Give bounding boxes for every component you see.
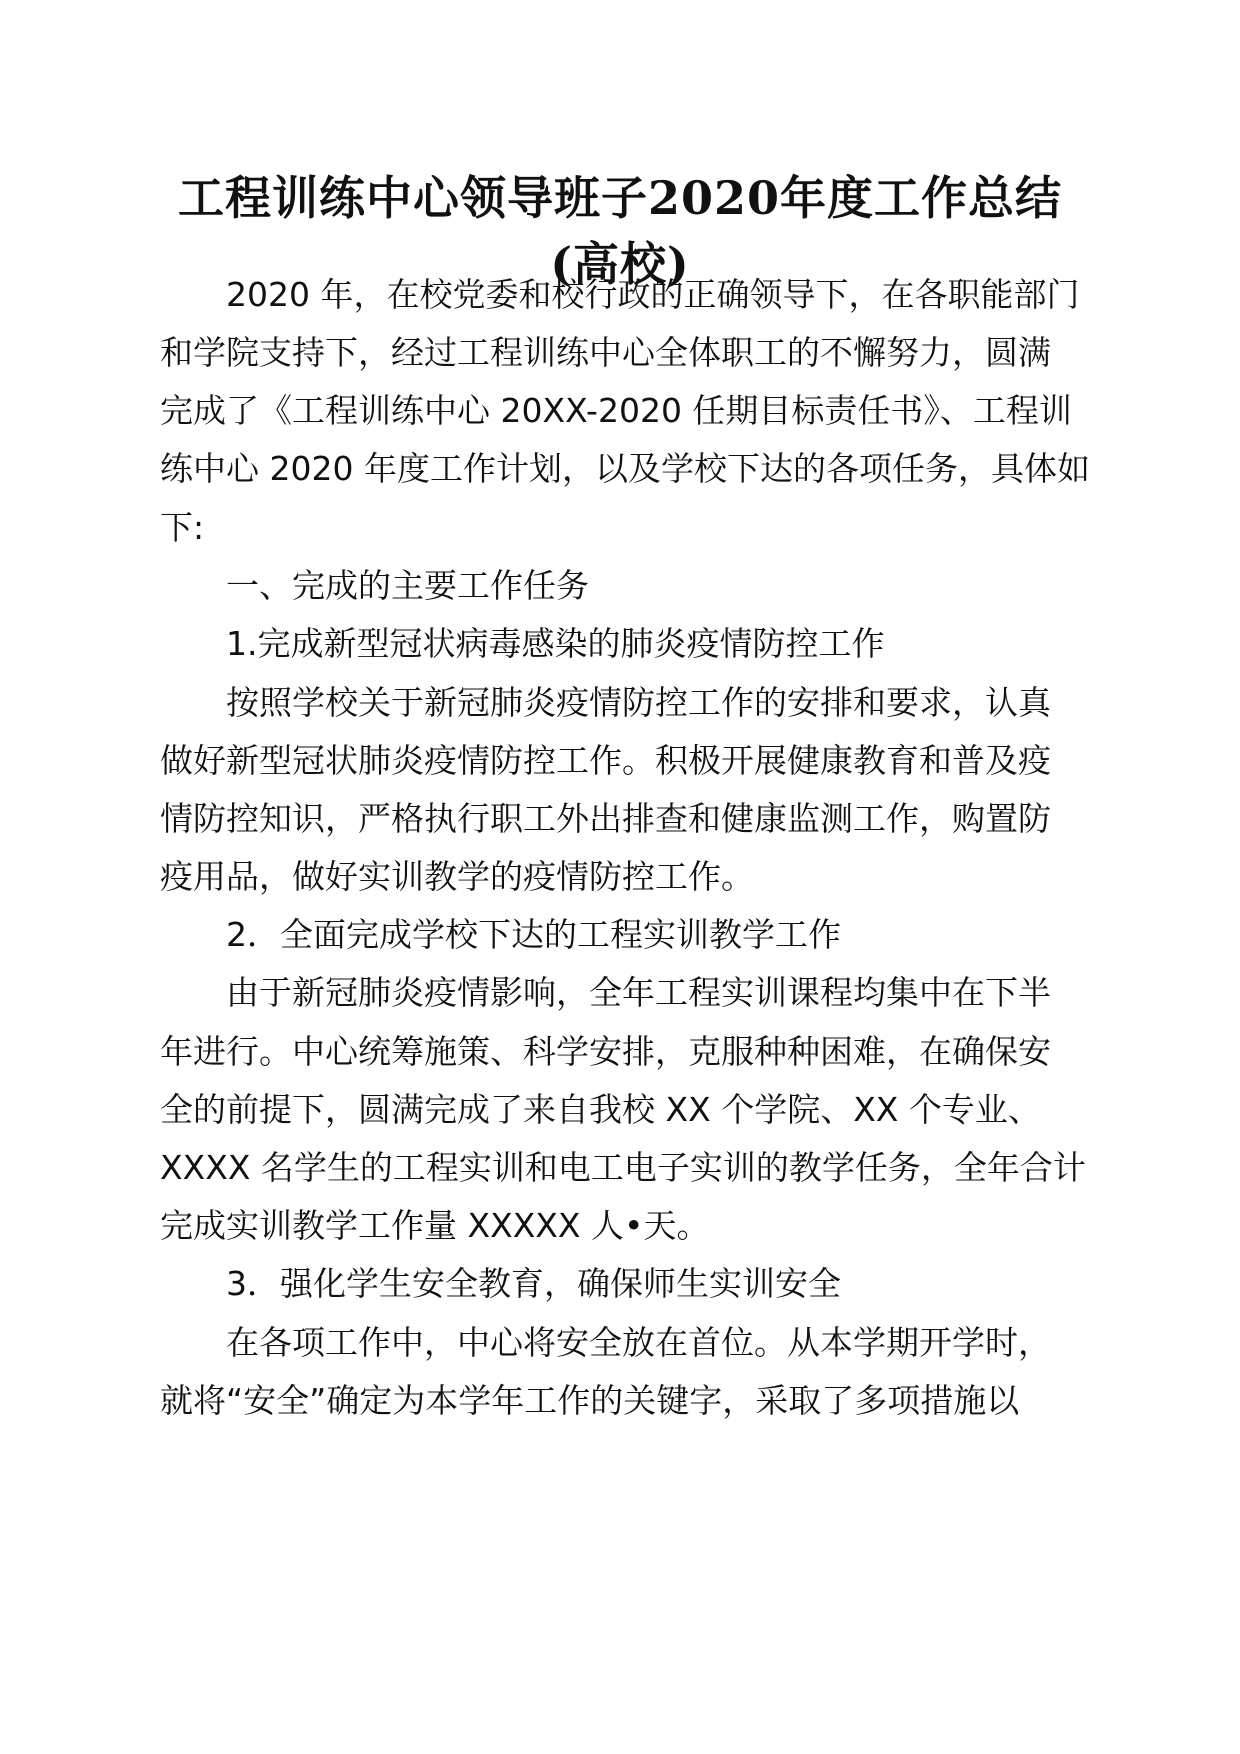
paragraph-line: 按照学校关于新冠肺炎疫情防控工作的安排和要求，认真	[226, 683, 1051, 722]
subsection-heading: 3．强化学生安全教育，确保师生实训安全	[226, 1264, 841, 1303]
paragraph-line: 练中心 2020 年度工作计划，以及学校下达的各项任务，具体如	[160, 449, 1090, 488]
document-title: 工程训练中心领导班子2020年度工作总结(高校)	[177, 171, 1063, 291]
paragraph-line: 完成实训教学工作量 XXXXX 人•天。	[160, 1206, 710, 1245]
paragraph-line: 就将“安全”确定为本学年工作的关键字，采取了多项措施以	[160, 1381, 1020, 1420]
paragraph-line: 年进行。中心统筹施策、科学安排，克服种种困难，在确保安	[160, 1032, 1051, 1071]
paragraph-line: 由于新冠肺炎疫情影响，全年工程实训课程均集中在下半	[226, 973, 1051, 1012]
paragraph-line: 完成了《工程训练中心 20XX-2020 任期目标责任书》、工程训	[160, 391, 1072, 430]
subsection-heading: 1.完成新型冠状病毒感染的肺炎疫情防控工作	[226, 624, 885, 663]
paragraph-line: 做好新型冠状肺炎疫情防控工作。积极开展健康教育和普及疫	[160, 741, 1051, 780]
paragraph-line: 情防控知识，严格执行职工外出排查和健康监测工作，购置防	[160, 799, 1051, 838]
paragraph-line: 下:	[160, 508, 205, 547]
subsection-heading: 2．全面完成学校下达的工程实训教学工作	[226, 915, 841, 954]
paragraph-line: 和学院支持下，经过工程训练中心全体职工的不懈努力，圆满	[160, 333, 1051, 372]
paragraph-line: 全的前提下，圆满完成了来自我校 XX 个学院、XX 个专业、	[160, 1090, 1041, 1129]
section-heading: 一、完成的主要工作任务	[226, 566, 589, 605]
paragraph-line: 疫用品，做好实训教学的疫情防控工作。	[160, 857, 754, 896]
paragraph-line: 在各项工作中，中心将安全放在首位。从本学期开学时，	[226, 1323, 1051, 1362]
paragraph-line: XXXX 名学生的工程实训和电工电子实训的教学任务，全年合计	[160, 1148, 1086, 1187]
paragraph-line: 2020 年，在校党委和校行政的正确领导下，在各职能部门	[226, 275, 1080, 314]
